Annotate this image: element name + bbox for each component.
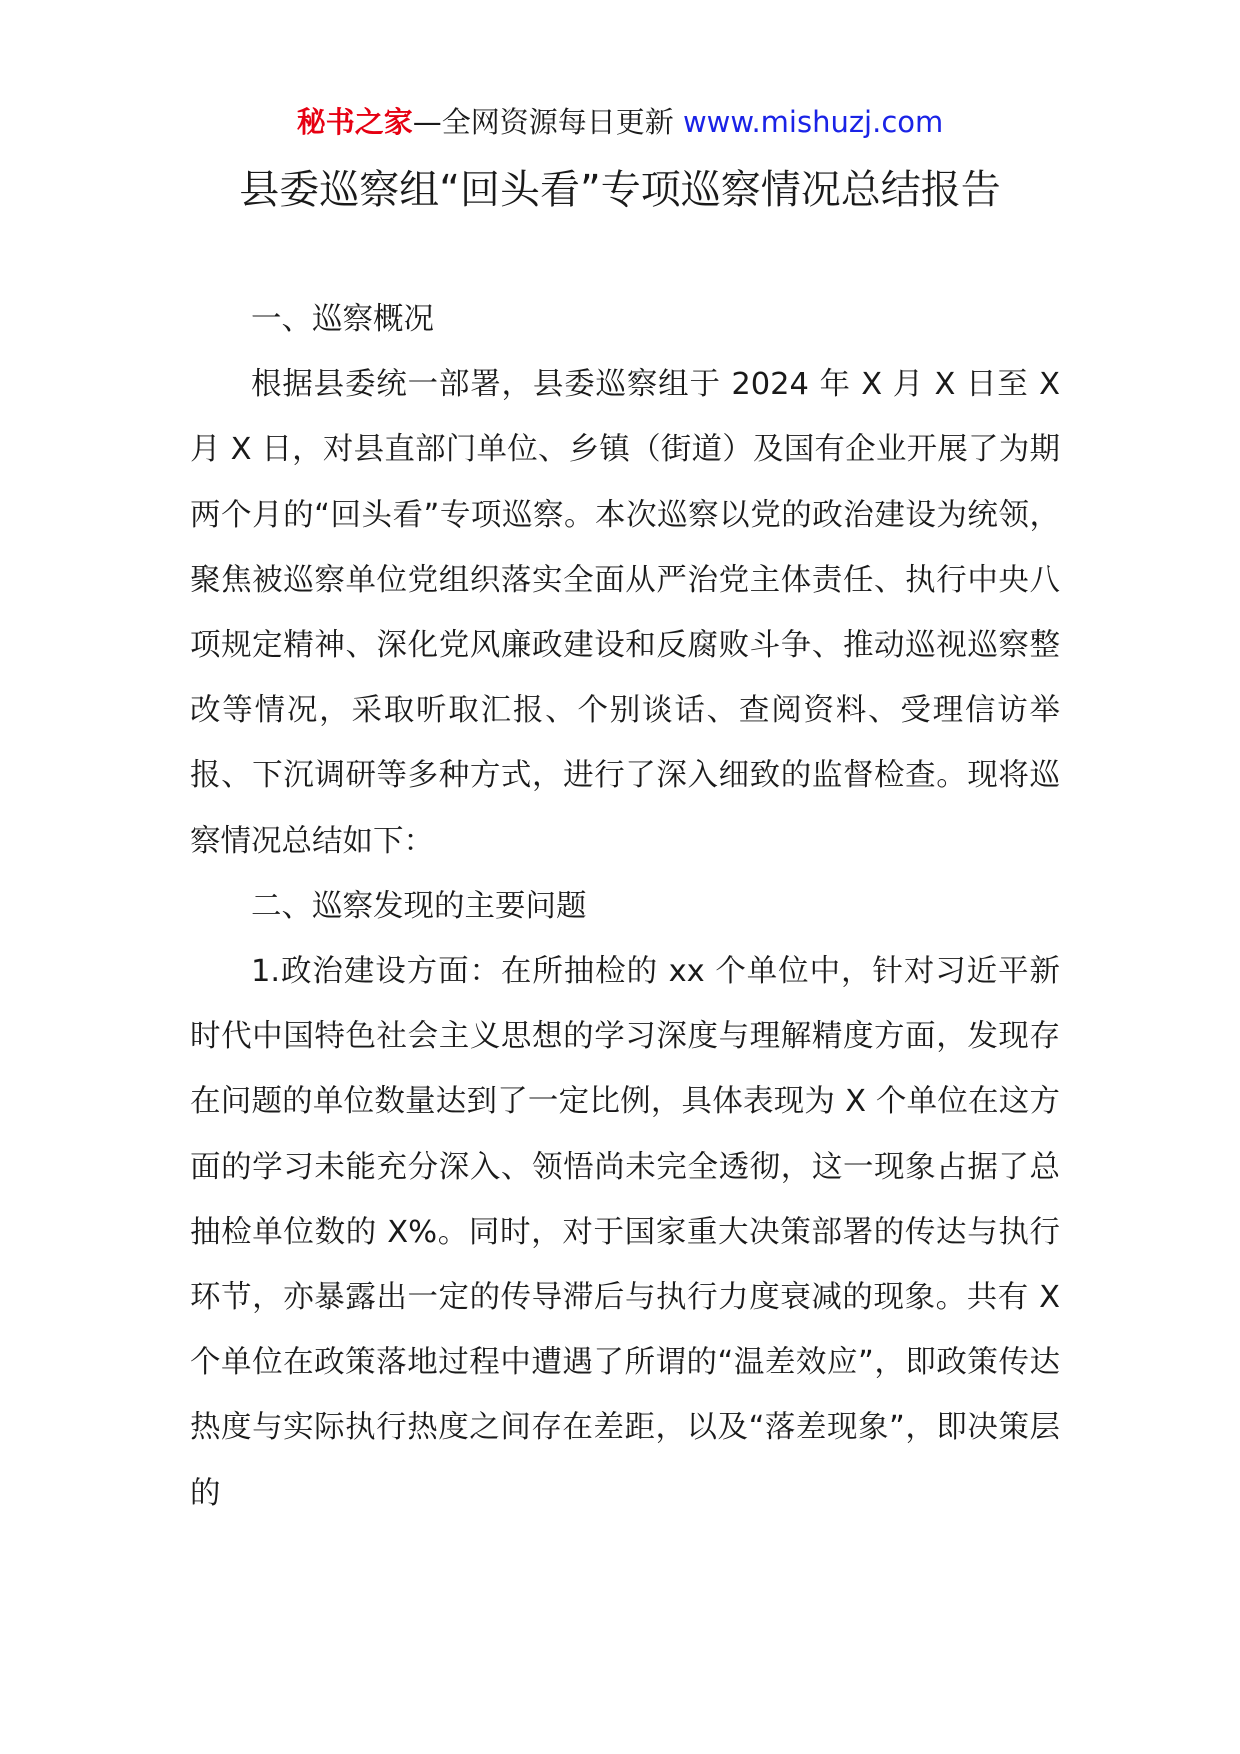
section-heading-overview: 一、巡察概况 (251, 302, 434, 337)
paragraph-overview: 根据县委统一部署，县委巡察组于 2024 年 X 月 X 日至 X 月 X 日，对县直部门单位、乡镇（街道）及国有企业开展了为期两个月的“回头看”专项巡察。本次巡察以党的政治建设为统领，聚焦被巡察单位党组织落实全面从严治党主体责任、执行中央八项规定精神、深化党风廉政建设和反腐败斗争、推动巡视巡察整改等情况，采取听取汇报、个别谈话、查阅资料、受理信访举报、下沉调研等多种方式，进行了深入细致的监督检查。现将巡察情况总结如下： (190, 367, 1060, 859)
website-link[interactable]: www.mishuzj.com (682, 105, 944, 139)
header-tagline: —全网资源每日更新 (412, 105, 674, 139)
document-title: 县委巡察组“回头看”专项巡察情况总结报告 (239, 167, 1001, 213)
document-body (190, 287, 1060, 1526)
paragraph-political-construction: 1.政治建设方面：在所抽检的 xx 个单位中，针对习近平新时代中国特色社会主义思想的学习深度与理解精度方面，发现存在问题的单位数量达到了一定比例，具体表现为 X 个单位在这方面的学习未能充分深入、领悟尚未完全透彻，这一现象占据了总抽检单位数的 X%。同时，对于国家重大决策部署的传达与执行环节，亦暴露出一定的传导滞后与执行力度衰减的现象。共有 X 个单位在政策落地过程中遭遇了所谓的“温差效应”，即政策传达热度与实际执行热度之间存在差距，以及“落差现象”，即决策层的 (190, 954, 1060, 1511)
page-header (0, 100, 1240, 144)
section-heading-problems: 二、巡察发现的主要问题 (251, 888, 587, 924)
brand-name: 秘书之家 (296, 105, 413, 139)
